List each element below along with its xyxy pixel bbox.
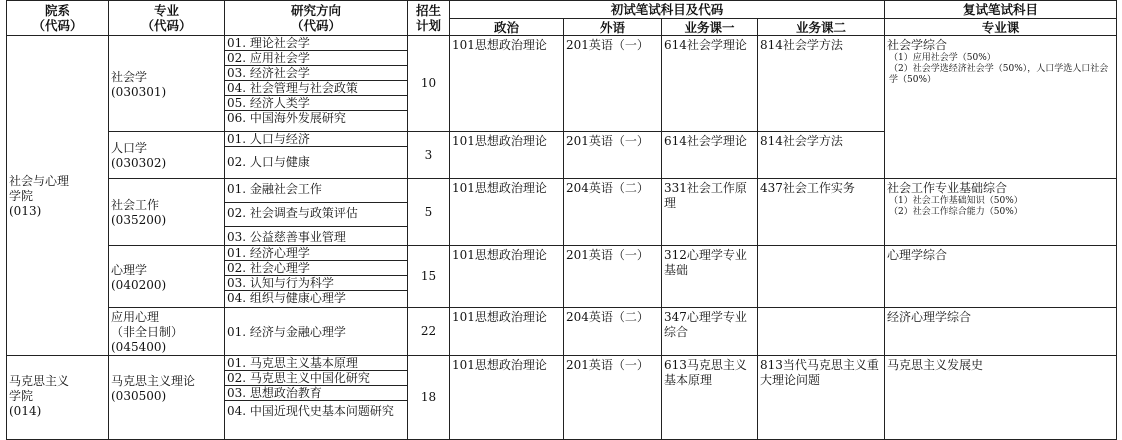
table-row <box>7 308 1117 356</box>
direction-list <box>225 356 408 440</box>
table-row <box>7 36 1117 132</box>
foreign-cell: 201英语（一） <box>564 132 662 179</box>
course1-cell: 347心理学专业综合 <box>662 308 758 356</box>
course2-cell <box>758 308 885 356</box>
direction-item: 04. 组织与健康心理学 <box>227 291 346 305</box>
major-cell: 马克思主义理论 (030500) <box>109 356 225 440</box>
major-cell: 社会工作 (035200) <box>109 179 225 246</box>
quota-cell: 22 <box>408 308 450 356</box>
politics-cell: 101思想政治理论 <box>450 246 564 308</box>
retest-cell: 心理学综合 <box>885 246 1117 308</box>
course2-cell: 437社会工作实务 <box>758 179 885 246</box>
header-retest-major: 专业课 <box>885 19 1117 36</box>
quota-cell: 10 <box>408 36 450 132</box>
header-major: 专业 （代码） <box>109 1 225 36</box>
retest-cell: 社会学综合 （1）应用社会学（50%） （2）社会学选经济社会学（50%），人口学选人口社会学（50%） <box>885 36 1117 179</box>
politics-cell: 101思想政治理论 <box>450 132 564 179</box>
course1-cell: 614社会学理论 <box>662 132 758 179</box>
retest-cell: 社会工作专业基础综合 （1）社会工作基础知识（50%） （2）社会工作综合能力（50%） <box>885 179 1117 246</box>
major-cell: 应用心理 （非全日制） (045400) <box>109 308 225 356</box>
course2-cell: 814社会学方法 <box>758 132 885 179</box>
direction-item: 01. 理论社会学 <box>225 36 407 51</box>
direction-item: 03. 思想政治教育 <box>225 386 407 401</box>
foreign-cell: 204英语（二） <box>564 179 662 246</box>
header-dept: 院系 （代码） <box>7 1 109 36</box>
course1-cell: 614社会学理论 <box>662 36 758 132</box>
course2-cell: 813当代马克思主义重大理论问题 <box>758 356 885 440</box>
foreign-cell: 201英语（一） <box>564 246 662 308</box>
course1-cell: 331社会工作原理 <box>662 179 758 246</box>
quota-cell: 3 <box>408 132 450 179</box>
course2-cell <box>758 246 885 308</box>
direction-item: 03. 经济社会学 <box>225 66 407 81</box>
dept-cell-social: 社会与心理 学院 (013) <box>7 36 109 356</box>
quota-cell: 15 <box>408 246 450 308</box>
direction-list <box>225 132 408 179</box>
direction-list <box>225 246 408 308</box>
direction-list <box>225 36 408 132</box>
table-row <box>7 356 1117 440</box>
direction-item: 02. 社会调查与政策评估 <box>225 203 407 227</box>
quota-cell: 18 <box>408 356 450 440</box>
direction-item: 02. 马克思主义中国化研究 <box>225 371 407 386</box>
retest-cell: 经济心理学综合 <box>885 308 1117 356</box>
major-cell: 人口学 (030302) <box>109 132 225 179</box>
dept-cell-marx: 马克思主义 学院 (014) <box>7 356 109 440</box>
politics-cell: 101思想政治理论 <box>450 179 564 246</box>
direction-item: 04. 社会管理与社会政策 <box>225 81 407 96</box>
direction-item: 01. 经济心理学 <box>225 246 407 261</box>
header-direction: 研究方向 （代码） <box>225 1 408 36</box>
header-course1: 业务课一 <box>662 19 758 36</box>
foreign-cell: 201英语（一） <box>564 356 662 440</box>
direction-item: 01. 人口与经济 <box>225 132 407 147</box>
course2-cell: 814社会学方法 <box>758 36 885 132</box>
direction-list <box>225 308 408 356</box>
direction-item: 01. 金融社会工作 <box>225 179 407 203</box>
direction-item: 05. 经济人类学 <box>225 96 407 111</box>
admissions-table <box>6 0 1117 440</box>
quota-cell: 5 <box>408 179 450 246</box>
direction-item: 06. 中国海外发展研究 <box>227 111 346 125</box>
politics-cell: 101思想政治理论 <box>450 356 564 440</box>
direction-item: 02. 应用社会学 <box>225 51 407 66</box>
direction-item: 01. 经济与金融心理学 <box>227 324 346 339</box>
politics-cell: 101思想政治理论 <box>450 36 564 132</box>
direction-item: 03. 公益慈善事业管理 <box>227 230 346 244</box>
course1-cell: 312心理学专业基础 <box>662 246 758 308</box>
direction-item: 01. 马克思主义基本原理 <box>225 356 407 371</box>
table-row <box>7 246 1117 308</box>
major-cell: 社会学 (030301) <box>109 36 225 132</box>
retest-cell: 马克思主义发展史 <box>885 356 1117 440</box>
foreign-cell: 204英语（二） <box>564 308 662 356</box>
direction-item: 02. 人口与健康 <box>227 155 310 169</box>
major-cell: 心理学 (040200) <box>109 246 225 308</box>
header-foreign: 外语 <box>564 19 662 36</box>
table-row <box>7 179 1117 246</box>
direction-item: 02. 社会心理学 <box>225 261 407 276</box>
header-course2: 业务课二 <box>758 19 885 36</box>
course1-cell: 613马克思主义基本原理 <box>662 356 758 440</box>
header-politics: 政治 <box>450 19 564 36</box>
header-initial-exam: 初试笔试科目及代码 <box>450 1 885 19</box>
header-quota: 招生 计划 <box>408 1 450 36</box>
foreign-cell: 201英语（一） <box>564 36 662 132</box>
direction-list <box>225 179 408 246</box>
header-retest: 复试笔试科目 <box>885 1 1117 19</box>
politics-cell: 101思想政治理论 <box>450 308 564 356</box>
direction-item: 03. 认知与行为科学 <box>225 276 407 291</box>
direction-item: 04. 中国近现代史基本问题研究 <box>227 404 394 418</box>
